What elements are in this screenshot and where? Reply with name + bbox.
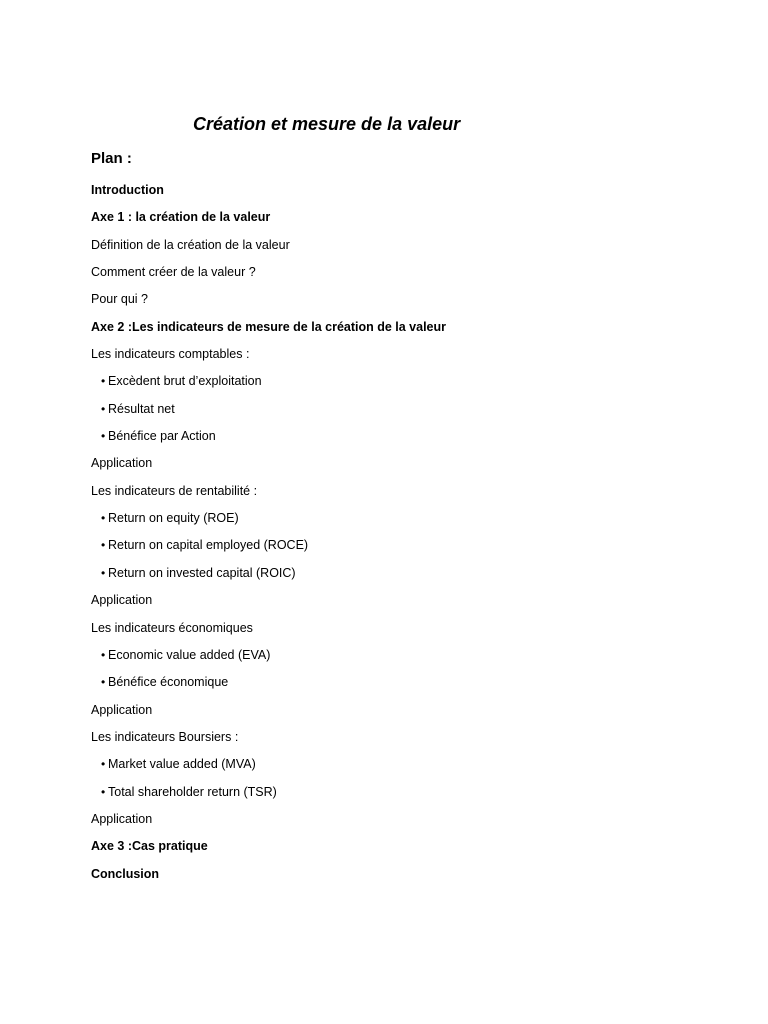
document-title: Création et mesure de la valeur (193, 114, 461, 134)
outline-line (91, 729, 446, 756)
bullet-icon: • (101, 538, 106, 553)
bullet-icon: • (101, 429, 106, 444)
bullet-icon: • (101, 401, 106, 416)
outline-bullet-item (91, 756, 446, 783)
outline-text: Axe 1 : la création de la valeur (91, 210, 271, 225)
outline-text: Axe 2 :Les indicateurs de mesure de la création de la valeur (91, 319, 447, 334)
outline-line (91, 291, 446, 318)
outline-line (91, 838, 446, 865)
outline-line (91, 811, 446, 838)
bullet-icon: • (101, 374, 106, 389)
outline-line (91, 264, 446, 291)
outline-text: Bénéfice économique (108, 675, 229, 690)
outline-text: Economic value added (EVA) (108, 647, 271, 662)
outline-text: Total shareholder return (TSR) (108, 784, 277, 799)
bullet-icon: • (101, 784, 106, 799)
outline-text: Excèdent brut d’exploitation (108, 374, 262, 389)
outline-text: Application (91, 593, 153, 608)
outline-line (91, 237, 446, 264)
outline-text: Conclusion (91, 866, 160, 881)
outline-text: Return on capital employed (ROCE) (108, 538, 309, 553)
outline-text: Les indicateurs comptables : (91, 347, 250, 362)
outline-text: Return on equity (ROE) (108, 511, 239, 526)
outline-text: Application (91, 702, 153, 717)
outline-text: Application (91, 456, 153, 471)
outline-text: Les indicateurs Boursiers : (91, 729, 239, 744)
outline-line (91, 182, 446, 209)
outline-line (91, 866, 446, 893)
outline-text: Résultat net (108, 401, 175, 416)
outline-text: Axe 3 :Cas pratique (91, 839, 208, 854)
bullet-icon: • (101, 511, 106, 526)
outline-text: Bénéfice par Action (108, 429, 216, 444)
outline-text: Les indicateurs économiques (91, 620, 253, 635)
outline-list (91, 182, 446, 893)
outline-bullet-item (91, 674, 446, 701)
bullet-icon: • (101, 565, 106, 580)
outline-text: Comment créer de la valeur ? (91, 265, 256, 280)
outline-text: Définition de la création de la valeur (91, 237, 290, 252)
outline-text: Introduction (91, 183, 164, 197)
outline-line (91, 483, 446, 510)
outline-line (91, 455, 446, 482)
plan-heading: Plan : (91, 150, 132, 167)
bullet-icon: • (101, 647, 106, 662)
outline-line (91, 592, 446, 619)
outline-text: Application (91, 811, 153, 826)
outline-bullet-item (91, 647, 446, 674)
outline-line (91, 319, 446, 346)
bullet-icon: • (101, 675, 106, 690)
outline-line (91, 346, 446, 373)
outline-text: Return on invested capital (ROIC) (108, 565, 296, 580)
outline-bullet-item (91, 428, 446, 455)
outline-bullet-item (91, 401, 446, 428)
outline-line (91, 702, 446, 729)
bullet-icon: • (101, 757, 106, 772)
outline-bullet-item (91, 510, 446, 537)
outline-line (91, 620, 446, 647)
outline-bullet-item (91, 784, 446, 811)
outline-text: Pour qui ? (91, 292, 148, 307)
outline-line (91, 209, 446, 236)
outline-text: Market value added (MVA) (108, 757, 256, 772)
outline-bullet-item (91, 537, 446, 564)
outline-bullet-item (91, 373, 446, 400)
outline-text: Les indicateurs de rentabilité : (91, 483, 258, 498)
outline-bullet-item (91, 565, 446, 592)
